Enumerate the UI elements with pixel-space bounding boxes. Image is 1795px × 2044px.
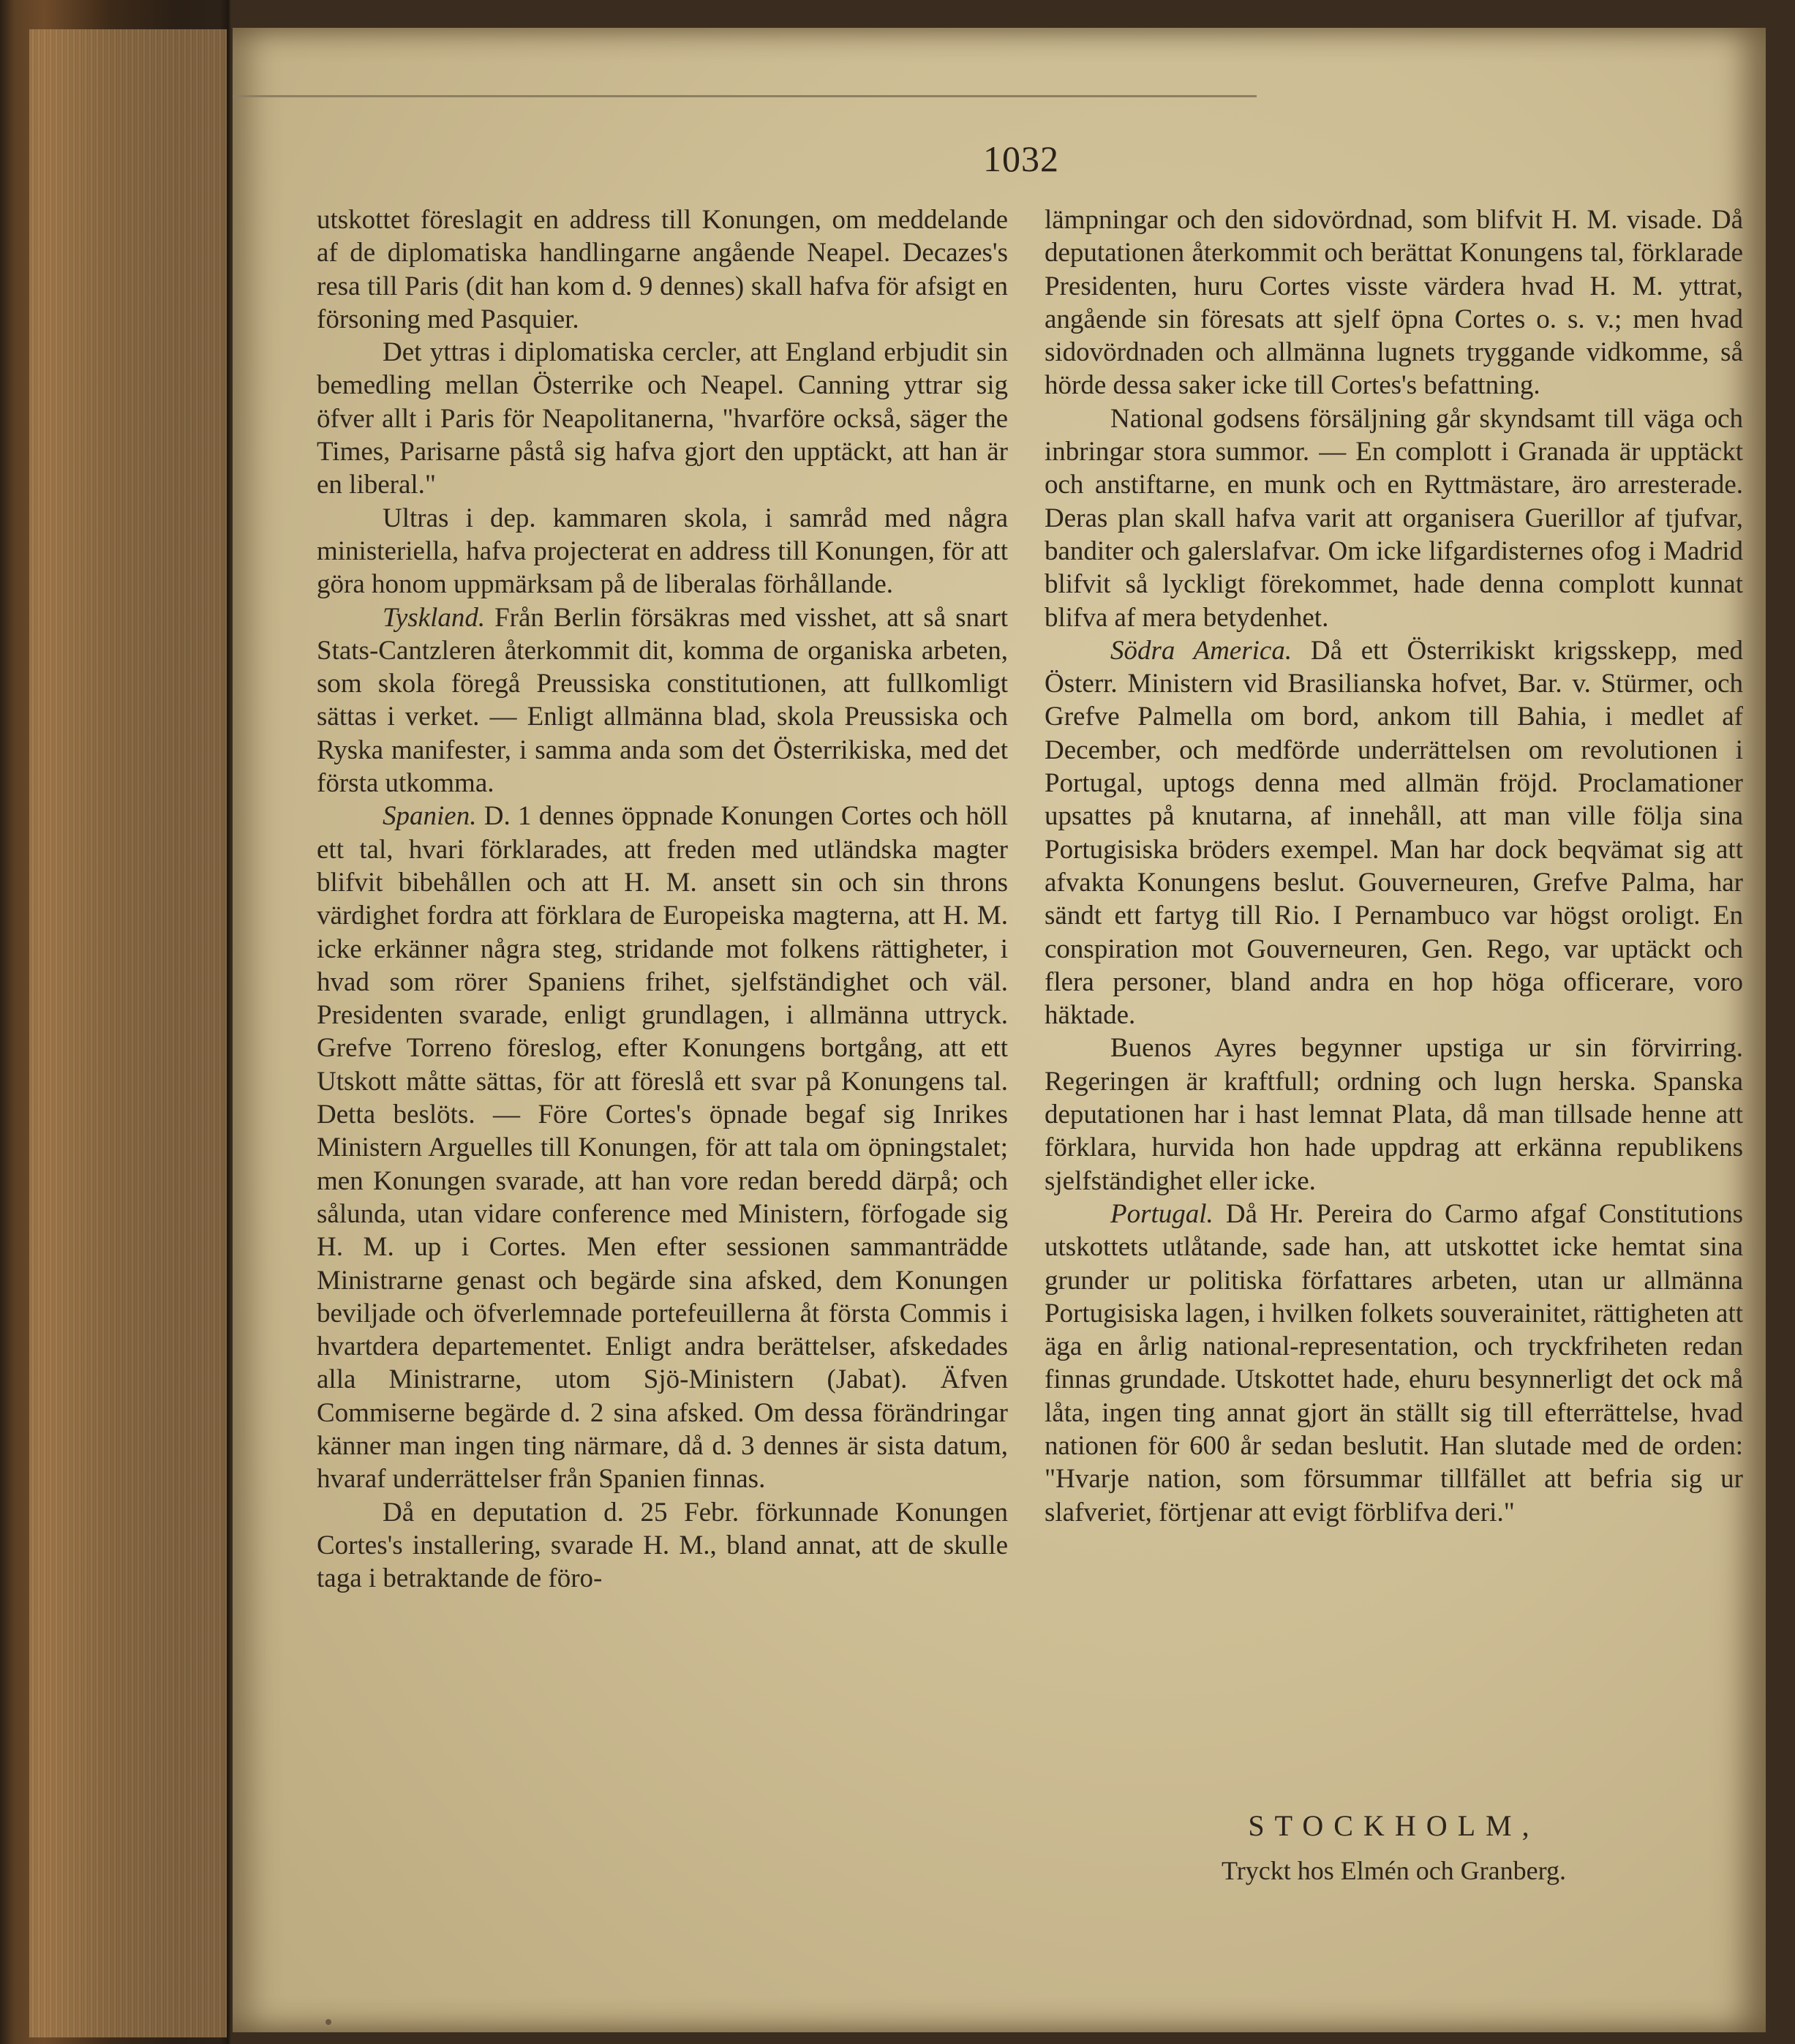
paragraph: utskottet föreslagit en address till Konungen, om meddelande af de diplomatiska handlingarne angående Neapel. Decazes's resa till Paris (dit han kom d. 9 dennes) skall hafva för afsigt en försoning med Pasquier. <box>317 205 1008 334</box>
paragraph: lämpningar och den sidovördnad, som blifvit H. M. visade. Då deputationen återkommit och berättat Konungens tal, förklarade Presidenten, huru Cortes visste värdera hvad H. M. yttrat, angående sin föresats att sjelf öpna Cortes o. s. v.; men hvad sidovördnaden och allmänna lugnets tryggande vidkomme, så hörde dessa saker icke till Cortes's befattning. <box>1045 205 1743 401</box>
section-heading: Södra America. <box>1110 635 1292 666</box>
header-rule <box>233 95 1257 97</box>
paragraph: Tyskland. Från Berlin försäkras med visshet, att så snart Stats-Cantzleren återkommit dit, komma de organiska arbeten, som skola föregå Preussiska constitutionen, att fullkomligt sättas i verket. — Enligt allmänna blad, skola Preussiska och Ryska manifester, i samma anda som det Österrikiska, med det första utkomma. <box>317 602 1009 799</box>
ink-speck <box>325 2019 331 2025</box>
paragraph: National godsens försäljning går skyndsamt till väga och inbringar stora summor. — En complott i Granada är upptäckt och anstiftarne, en munk och en Ryttmästare, äro arresterade. Deras plan skall hafva varit att organisera Guerillor af tjufvar, banditer och galerslafvar. Om icke lifgardisternes ofog i Madrid blifvit så lyckligt förekommet, hade denna complott kunnat blifva af mera betydenhet. <box>1045 403 1743 633</box>
paragraph: Spanien. D. 1 dennes öppnade Konungen Cortes och höll ett tal, hvari förklarades, att freden med utländska magter blifvit bibehållen och att H. M. ansett sin och sin throns värdighet fordra att förklara de Europeiska magterna, att H. M. icke erkänner några steg, stridande mot folkens rättigheter, i hvad som rörer Spaniens frihet, sjelfständighet och väl. Presidenten svarade, enligt grundlagen, i allmänna uttryck. Grefve Torreno föreslog, efter Konungens bortgång, att ett Utskott måtte sättas, för att föreslå ett svar på Konungens tal. Detta beslöts. — Före Cortes's öpnade begaf sig Inrikes Ministern Arguelles till Konungen, för att tala om öpningstalet; men Konungen svarade, att han vore redan beredd därpå; och sålunda, utan vidare conference med Ministern, förfogade sig H. M. up i Cortes. Men efter sessionen sammanträdde Ministrarne genast och begärde sina afsked, dem Konungen beviljade och öfverlemnade portefeuillerna åt första Commis i hvartdera departementet. Enligt andra berättelser, afskedades alla Ministrarne, utom Sjö-Ministern (Jabat). Äfven Commiserne begärde d. 2 sina afsked. Om dessa förändringar känner man ingen ting närmare, då d. 3 dennes är sista datum, hvaraf underrättelser från Spanien finnas. <box>317 801 1008 1495</box>
paragraph: Ultras i dep. kammaren skola, i samråd med några ministeriella, hafva projecterat en address till Konungen, för att göra honom uppmärksam på de liberalas förhållande. <box>317 503 1008 600</box>
book-page <box>233 28 1766 2032</box>
section-heading: Portugal. <box>1110 1198 1213 1229</box>
paragraph: Då en deputation d. 25 Febr. förkunnade Konungen Cortes's installering, svarade H. M., bland annat, att de skulle taga i betraktande de föro- <box>317 1497 1008 1594</box>
page-number: 1032 <box>983 138 1059 179</box>
right-column <box>1045 203 1743 1529</box>
paragraph: Buenos Ayres begynner upstiga ur sin förvirring. Regeringen är kraftfull; ordning och lugn herska. Spanska deputationen har i hast lemnat Plata, då man tillsade henne att förklara, hurvida hon hade uppdrag att erkänna republikens sjelfständighet eller icke. <box>1045 1033 1743 1196</box>
imprint-printer: Tryckt hos Elmén och Granberg. <box>1222 1856 1566 1885</box>
imprint <box>1045 1806 1743 1889</box>
paragraph: Södra America. Då ett Österrikiskt krigsskepp, med Österr. Ministern vid Brasilianska hofvet, Bar. v. Stürmer, och Grefve Palmella om bord, ankom till Bahia, i medlet af December, och medförde underrättelsen om revolutionen i Portugal, uptogs denna med allmän fröjd. Proclamationer upsattes på knutarna, af innehåll, att man ville följa sina Portugisiska bröders exempel. Man har dock beqvämat sig att afvakta Konungens beslut. Gouverneuren, Grefve Palma, har sändt ett fartyg till Rio. I Pernambuco var högst oroligt. En conspiration mot Gouverneuren, Gen. Rego, var uptäckt och flera personer, bland andra en hop höga officerare, voro häktade. <box>1045 635 1744 1031</box>
page-stack-edge <box>29 29 227 2037</box>
paragraph: Portugal. Då Hr. Pereira do Carmo afgaf Constitutions utskottets utlåtande, sade han, att utskottet icke hemtat sina grunder ur politiska författares arbeten, utan ur allmänna Portugisiska lagen, i hvilken folkets souverainitet, rättigheten att äga en årlig national-representation, och tryckfriheten redan finnas grundade. Utskottet hade, ehuru besynnerligt det ock må låta, ingen ting annat gjort än ställt sig till efterrättelse, hvad nationen för 600 år sedan beslutit. Han slutade med de orden: "Hvarje nation, som försummar tillfället att befria sig ur slafveriet, förtjenar att evigt förblifva deri." <box>1045 1198 1743 1528</box>
section-heading: Spanien. <box>383 801 477 832</box>
paragraph: Det yttras i diplomatiska cercler, att England erbjudit sin bemedling mellan Österrike och Neapel. Canning yttrar sig öfver allt i Paris för Neapolitanerna, "hvarföre också, säger the Times, Parisarne påstå sig hafva gjort den upptäckt, att han är en liberal." <box>317 337 1008 500</box>
section-heading: Tyskland. <box>383 602 486 633</box>
left-column <box>317 203 1008 1595</box>
imprint-city: STOCKHOLM, <box>1248 1809 1540 1842</box>
